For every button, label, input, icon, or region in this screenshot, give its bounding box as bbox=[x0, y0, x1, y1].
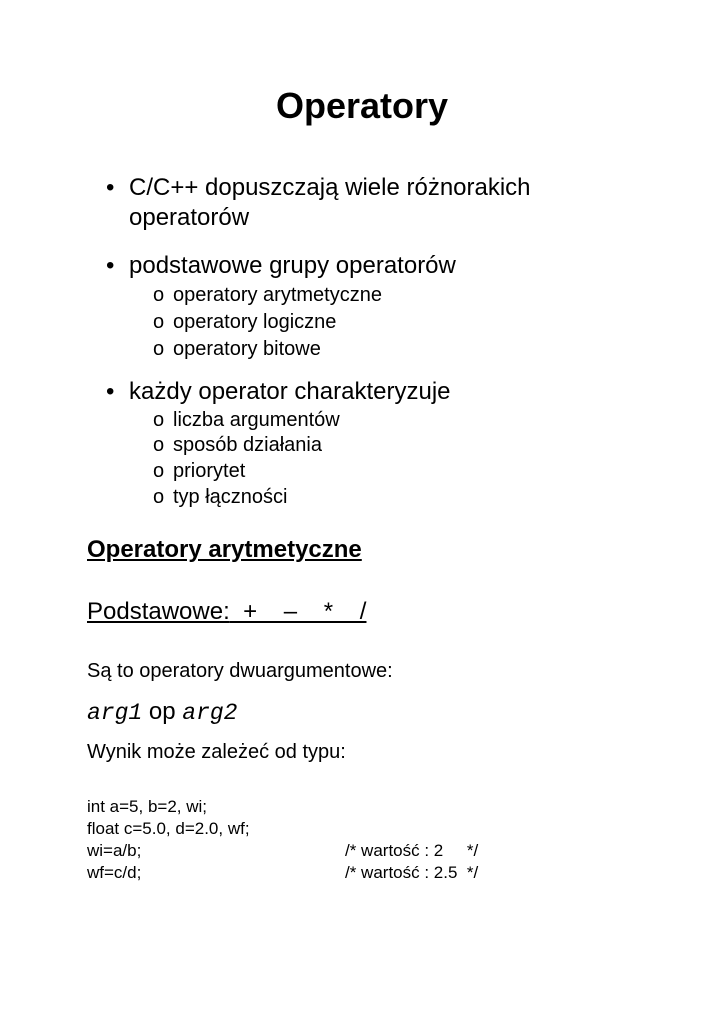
sub-bullet-symbol: o bbox=[153, 409, 165, 431]
basic-operators-label: Podstawowe: bbox=[87, 598, 230, 625]
section-heading: Operatory arytmetyczne bbox=[87, 536, 362, 563]
page-title: Operatory bbox=[275, 85, 449, 126]
sub-bullet-symbol: o bbox=[153, 311, 165, 333]
sub-item: liczba argumentów bbox=[173, 409, 340, 431]
arg2-text: arg2 bbox=[182, 700, 238, 726]
sub-bullet-symbol: o bbox=[153, 284, 165, 306]
sub-bullet-symbol: o bbox=[153, 338, 165, 360]
code-comment: /* wartość : 2 */ bbox=[345, 841, 479, 860]
arg1-text: arg1 bbox=[87, 700, 143, 726]
bullet-text: każdy operator charakteryzuje bbox=[129, 378, 451, 405]
sub-bullet-symbol: o bbox=[153, 486, 165, 508]
sub-item: sposób działania bbox=[173, 434, 322, 456]
sub-item: operatory arytmetyczne bbox=[173, 284, 382, 306]
bullet-symbol: • bbox=[106, 174, 115, 201]
bullet-text-line2: operatorów bbox=[129, 204, 250, 231]
basic-operators-symbols: + – * / bbox=[229, 598, 367, 625]
sub-item: operatory logiczne bbox=[173, 311, 337, 333]
result-type-sentence: Wynik może zależeć od typu: bbox=[87, 741, 346, 763]
code-comment: /* wartość : 2.5 */ bbox=[345, 863, 479, 882]
binary-operators-sentence: Są to operatory dwuargumentowe: bbox=[87, 660, 393, 682]
bullet-text-line1: C/C++ dopuszczają wiele różnorakich bbox=[129, 174, 531, 201]
op-text: op bbox=[148, 698, 176, 725]
code-statement: float c=5.0, d=2.0, wf; bbox=[87, 819, 250, 838]
code-statement: int a=5, b=2, wi; bbox=[87, 797, 208, 816]
code-statement: wi=a/b; bbox=[87, 841, 142, 860]
sub-item: priorytet bbox=[173, 460, 246, 482]
sub-item: typ łączności bbox=[173, 486, 288, 508]
sub-bullet-symbol: o bbox=[153, 434, 165, 456]
bullet-symbol: • bbox=[106, 378, 115, 405]
sub-item: operatory bitowe bbox=[173, 338, 321, 360]
operator-syntax-line bbox=[87, 696, 237, 729]
basic-operators-line bbox=[87, 596, 366, 628]
bullet-text: podstawowe grupy operatorów bbox=[129, 252, 456, 279]
bullet-symbol: • bbox=[106, 252, 115, 279]
sub-bullet-symbol: o bbox=[153, 460, 165, 482]
code-statement: wf=c/d; bbox=[87, 863, 142, 882]
